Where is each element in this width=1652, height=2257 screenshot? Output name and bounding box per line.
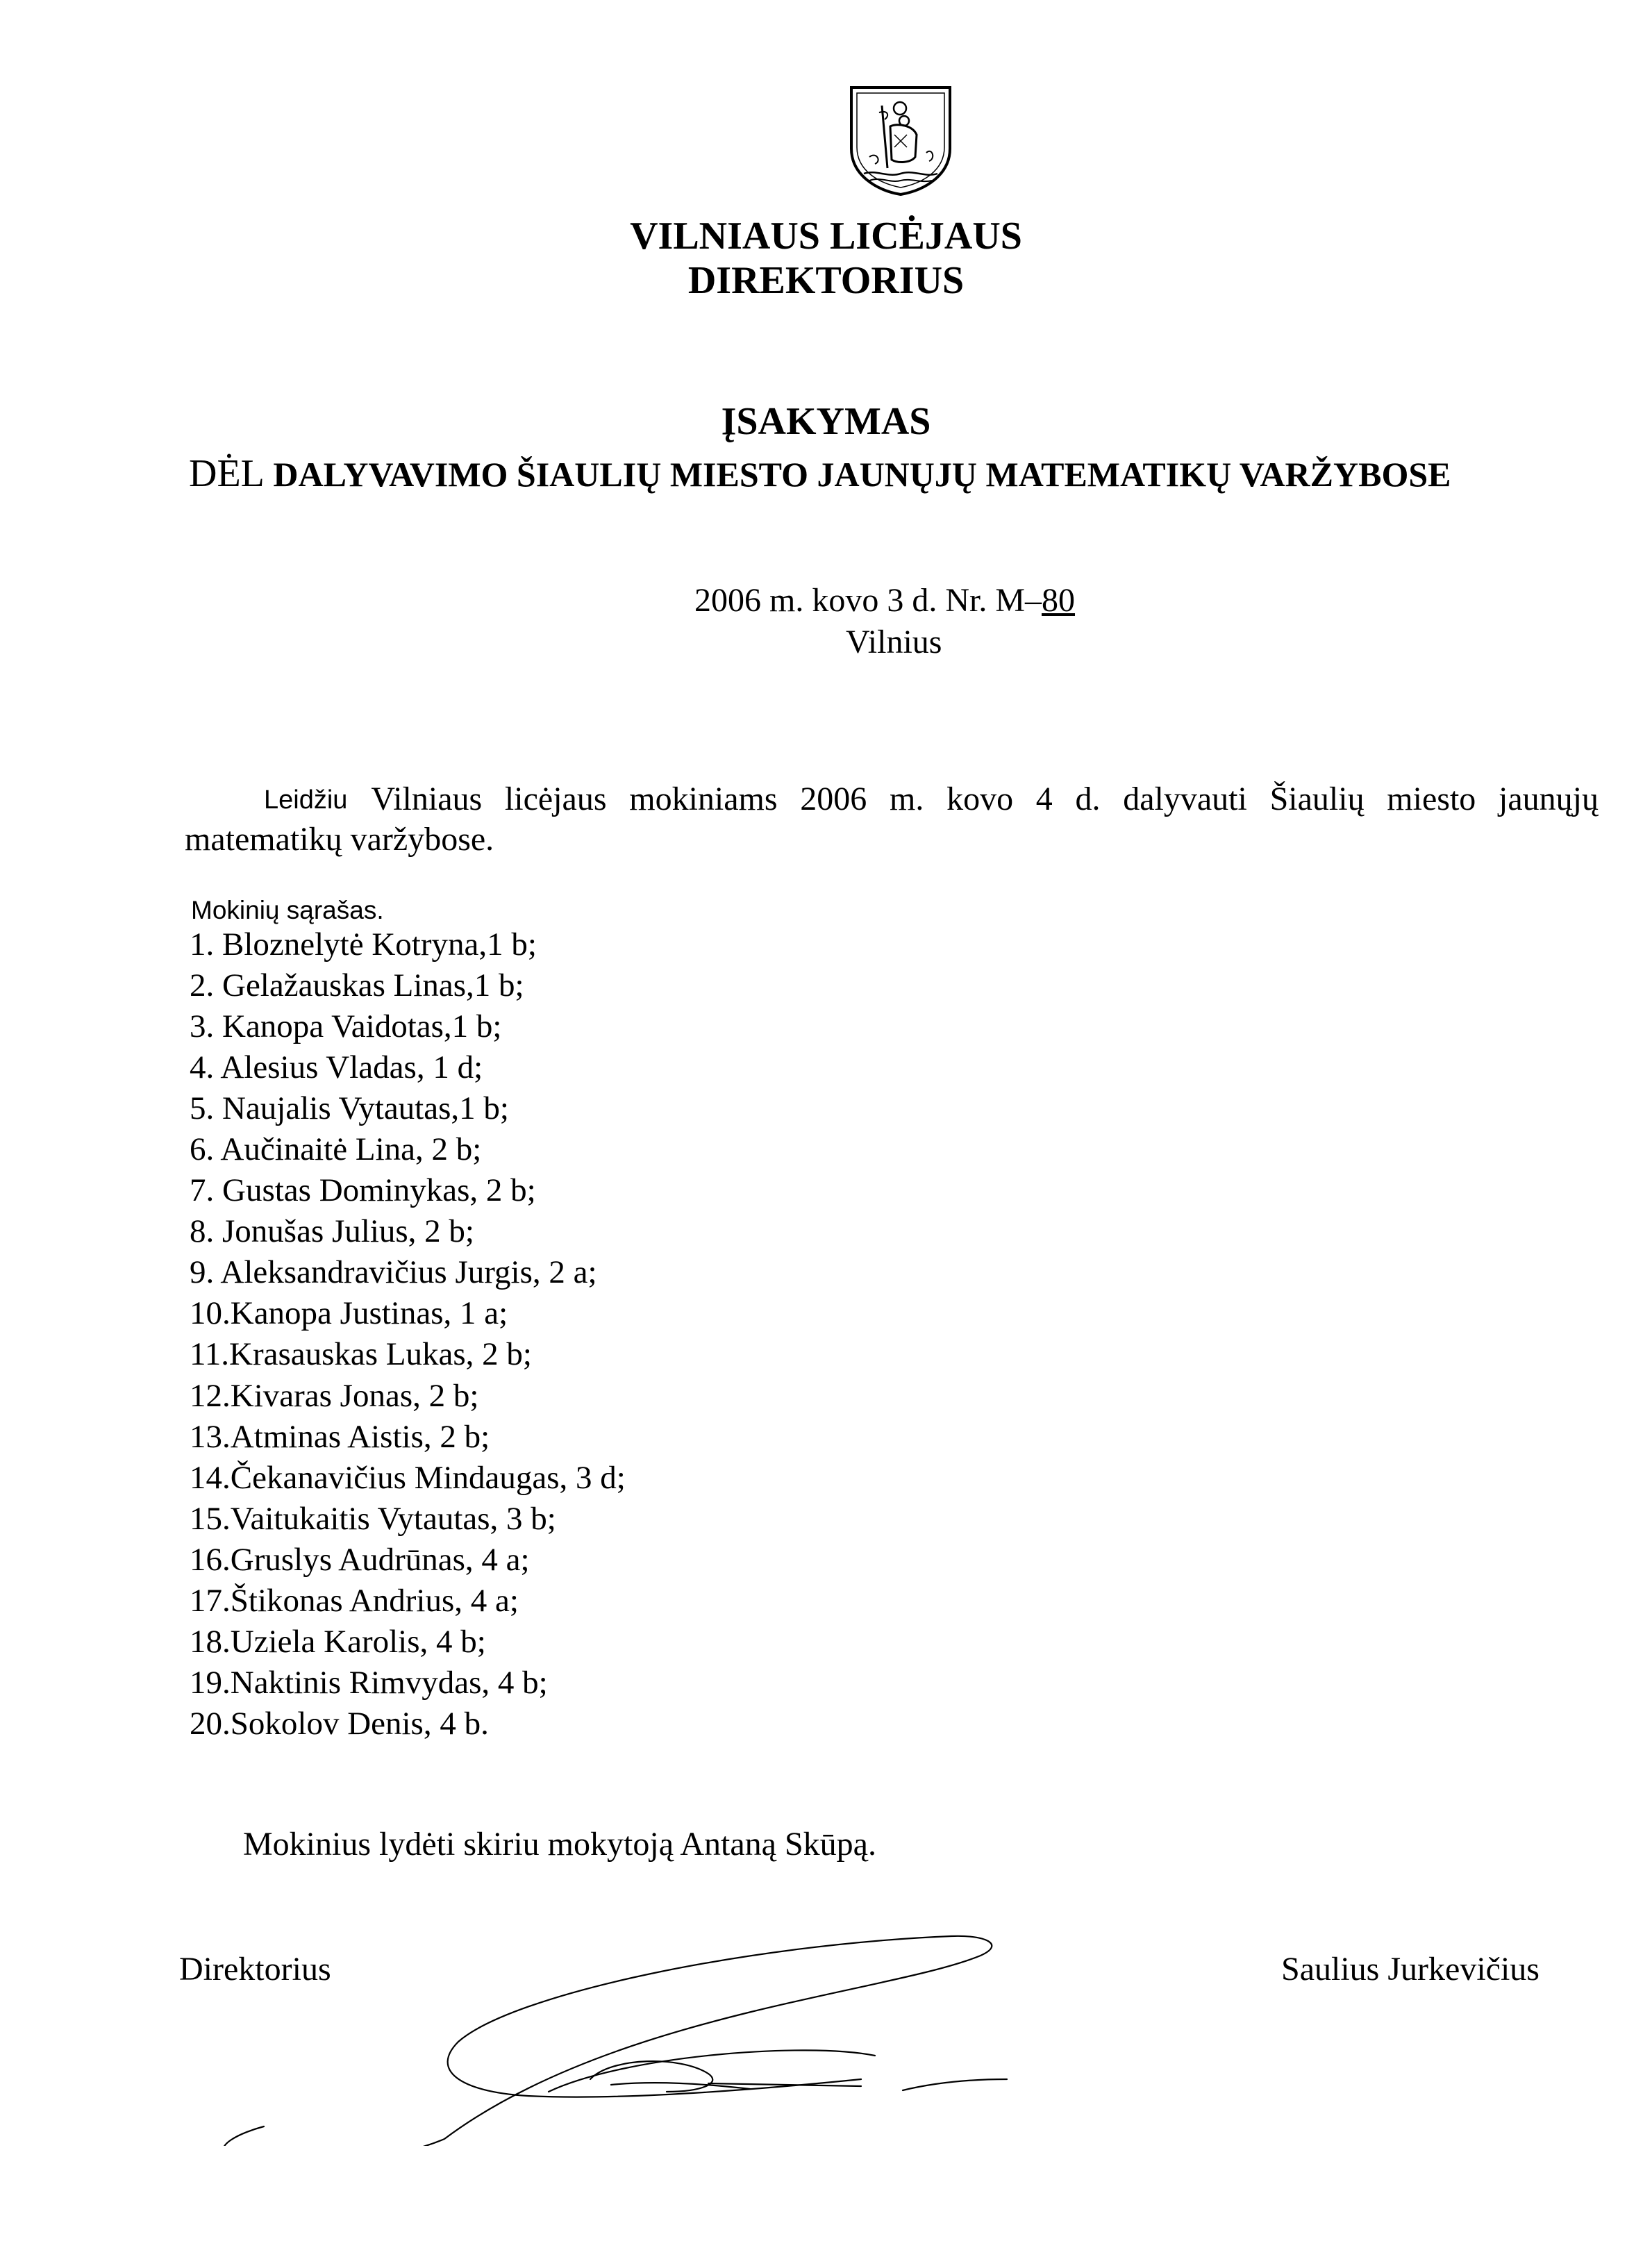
list-item: 2. Gelažauskas Linas,1 b; [190, 967, 524, 1004]
order-subject [189, 451, 1451, 496]
list-item: 1. Bloznelytė Kotryna,1 b; [190, 926, 537, 963]
list-item: 7. Gustas Dominykas, 2 b; [190, 1172, 536, 1209]
institution-name: VILNIAUS LICĖJAUS [630, 215, 1022, 258]
list-item: 19.Naktinis Rimvydas, 4 b; [190, 1664, 548, 1701]
list-item: 9. Aleksandravičius Jurgis, 2 a; [190, 1254, 597, 1291]
list-item: 8. Jonušas Julius, 2 b; [190, 1213, 474, 1250]
order-place: Vilnius [846, 624, 942, 660]
institution-role: DIREKTORIUS [687, 259, 965, 302]
order-date-number [694, 580, 1075, 622]
list-item: 10.Kanopa Justinas, 1 a; [190, 1295, 508, 1332]
student-list-heading: Mokinių sąrašas. [191, 896, 384, 924]
permit-word: Leidžiu [264, 785, 348, 815]
permit-line-1 [264, 780, 1599, 820]
permit-text: Vilniaus licėjaus mokiniams 2006 m. kovo 4 d. dalyvauti Šiaulių miesto jaunųjų [371, 781, 1599, 817]
list-item: 4. Alesius Vladas, 1 d; [190, 1049, 483, 1086]
permit-line-2: matematikų varžybose. [185, 821, 494, 858]
order-date: 2006 m. kovo 3 d. Nr. M– [694, 582, 1042, 619]
list-item: 16.Gruslys Audrūnas, 4 a; [190, 1541, 530, 1578]
order-subject-lead: DĖL [189, 452, 265, 495]
list-item: 13.Atminas Aistis, 2 b; [190, 1418, 490, 1455]
list-item: 12.Kivaras Jonas, 2 b; [190, 1377, 479, 1414]
list-item: 20.Sokolov Denis, 4 b. [190, 1705, 489, 1742]
list-item: 3. Kanopa Vaidotas,1 b; [190, 1008, 502, 1045]
list-item: 18.Uziela Karolis, 4 b; [190, 1623, 486, 1660]
list-item: 11.Krasauskas Lukas, 2 b; [190, 1336, 532, 1373]
escort-line: Mokinius lydėti skiriu mokytoją Antaną Skūpą. [243, 1826, 876, 1863]
list-item: 17.Štikonas Andrius, 4 a; [190, 1582, 519, 1619]
order-title: ĮSAKYMAS [721, 400, 931, 443]
list-item: 14.Čekanavičius Mindaugas, 3 d; [190, 1459, 626, 1496]
order-number: 80 [1042, 582, 1076, 619]
signatory-role: Direktorius [179, 1951, 331, 1988]
handwritten-signature-icon [222, 1910, 1021, 2146]
list-item: 6. Aučinaitė Lina, 2 b; [190, 1131, 482, 1168]
vilnius-coat-of-arms-icon [849, 85, 953, 197]
signatory-name: Saulius Jurkevičius [1281, 1951, 1540, 1988]
list-item: 15.Vaitukaitis Vytautas, 3 b; [190, 1500, 556, 1537]
order-subject-text: DALYVAVIMO ŠIAULIŲ MIESTO JAUNŲJŲ MATEMATIKŲ VARŽYBOSE [273, 455, 1451, 494]
list-item: 5. Naujalis Vytautas,1 b; [190, 1090, 509, 1127]
student-list [190, 924, 626, 1744]
